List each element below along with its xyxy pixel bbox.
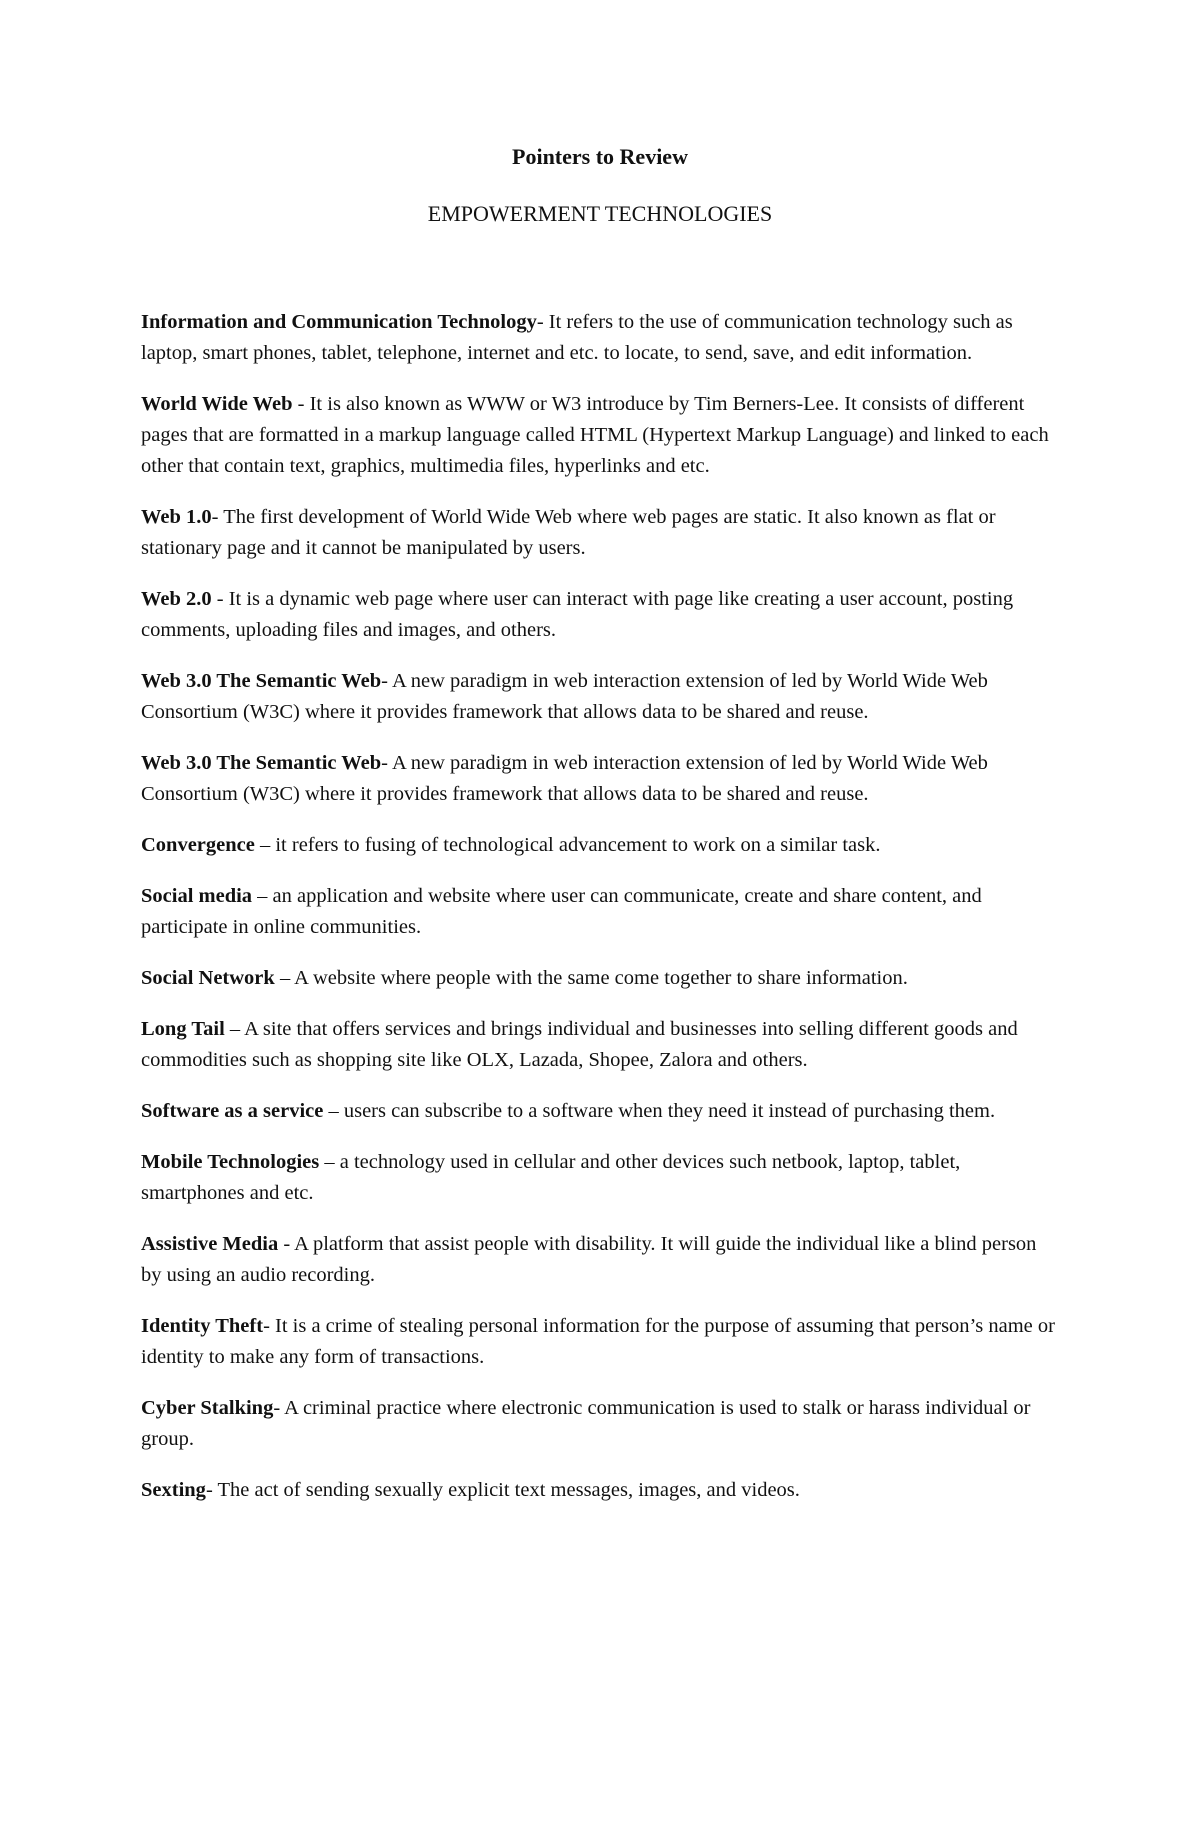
glossary-term: Identity Theft bbox=[141, 1315, 264, 1337]
glossary-term: World Wide Web bbox=[141, 393, 293, 415]
glossary-entry-web-1-0 bbox=[141, 502, 1057, 564]
glossary-entry-social-network bbox=[141, 963, 1057, 994]
glossary-term: Assistive Media bbox=[141, 1233, 279, 1255]
glossary-entry-world-wide-web bbox=[141, 389, 1057, 482]
glossary-list bbox=[141, 307, 1057, 1526]
glossary-entry-assistive-media bbox=[141, 1229, 1057, 1291]
glossary-term: Mobile Technologies bbox=[141, 1151, 320, 1173]
glossary-definition: - It is also known as WWW or W3 introduce by Tim Berners-Lee. It consists of different pages that are formatted in a markup language called HTML (Hypertext Markup Language) and linked to each other that contain text, graphics, multimedia files, hyperlinks and etc. bbox=[141, 393, 1049, 477]
glossary-term: Long Tail bbox=[141, 1018, 225, 1040]
glossary-entry-sexting bbox=[141, 1475, 1057, 1506]
glossary-term: Information and Communication Technology bbox=[141, 311, 537, 333]
glossary-definition: – A site that offers services and brings individual and businesses into selling different goods and commodities such as shopping site like OLX, Lazada, Shopee, Zalora and others. bbox=[141, 1018, 1018, 1071]
glossary-definition: - The act of sending sexually explicit text messages, images, and videos. bbox=[205, 1479, 800, 1501]
glossary-term: Web 3.0 The Semantic Web bbox=[141, 670, 382, 692]
glossary-definition: - It refers to the use of communication technology such as laptop, smart phones, tablet, telephone, internet and etc. to locate, to send, save, and edit information. bbox=[141, 311, 1013, 364]
glossary-definition: – users can subscribe to a software when they need it instead of purchasing them. bbox=[323, 1100, 996, 1122]
glossary-entry-web-2-0 bbox=[141, 584, 1057, 646]
glossary-entry-social-media bbox=[141, 881, 1057, 943]
glossary-entry-software-as-a-service bbox=[141, 1096, 1057, 1127]
glossary-definition: - It is a crime of stealing personal information for the purpose of assuming that person’s name or identity to make any form of transactions. bbox=[141, 1315, 1055, 1368]
glossary-term: Social media bbox=[141, 885, 253, 907]
glossary-definition: - A criminal practice where electronic communication is used to stalk or harass individual or group. bbox=[141, 1397, 1031, 1450]
glossary-term: Web 3.0 The Semantic Web bbox=[141, 752, 382, 774]
glossary-entry-convergence bbox=[141, 830, 1057, 861]
glossary-definition: – an application and website where user can communicate, create and share content, and participate in online communities. bbox=[141, 885, 982, 938]
glossary-definition: - A new paradigm in web interaction extension of led by World Wide Web Consortium (W3C) where it provides framework that allows data to be shared and reuse. bbox=[141, 752, 988, 805]
glossary-definition: - It is a dynamic web page where user can interact with page like creating a user account, posting comments, uploading files and images, and others. bbox=[141, 588, 1014, 641]
glossary-term: Cyber Stalking bbox=[141, 1397, 274, 1419]
glossary-term: Web 2.0 bbox=[141, 588, 212, 610]
glossary-definition: – it refers to fusing of technological advancement to work on a similar task. bbox=[254, 834, 881, 856]
glossary-definition: - A platform that assist people with disability. It will guide the individual like a blind person by using an audio recording. bbox=[141, 1233, 1037, 1286]
glossary-entry-identity-theft bbox=[141, 1311, 1057, 1373]
glossary-term: Sexting bbox=[141, 1479, 206, 1501]
glossary-entry-web-3-0-repeat bbox=[141, 748, 1057, 810]
glossary-definition: – A website where people with the same come together to share information. bbox=[274, 967, 908, 989]
glossary-entry-cyber-stalking bbox=[141, 1393, 1057, 1455]
glossary-entry-web-3-0 bbox=[141, 666, 1057, 728]
glossary-term: Social Network bbox=[141, 967, 275, 989]
document-title: Pointers to Review bbox=[512, 144, 688, 169]
glossary-entry-long-tail bbox=[141, 1014, 1057, 1076]
glossary-definition: - A new paradigm in web interaction extension of led by World Wide Web Consortium (W3C) where it provides framework that allows data to be shared and reuse. bbox=[141, 670, 988, 723]
glossary-term: Web 1.0 bbox=[141, 506, 212, 528]
glossary-term: Software as a service bbox=[141, 1100, 324, 1122]
document-subtitle: EMPOWERMENT TECHNOLOGIES bbox=[427, 201, 773, 226]
glossary-entry-mobile-technologies bbox=[141, 1147, 1057, 1209]
glossary-definition: - The first development of World Wide Web where web pages are static. It also known as flat or stationary page and it cannot be manipulated by users. bbox=[141, 506, 996, 559]
glossary-entry-ict bbox=[141, 307, 1057, 369]
glossary-definition: – a technology used in cellular and other devices such netbook, laptop, tablet, smartphones and etc. bbox=[141, 1151, 961, 1204]
glossary-term: Convergence bbox=[141, 834, 255, 856]
